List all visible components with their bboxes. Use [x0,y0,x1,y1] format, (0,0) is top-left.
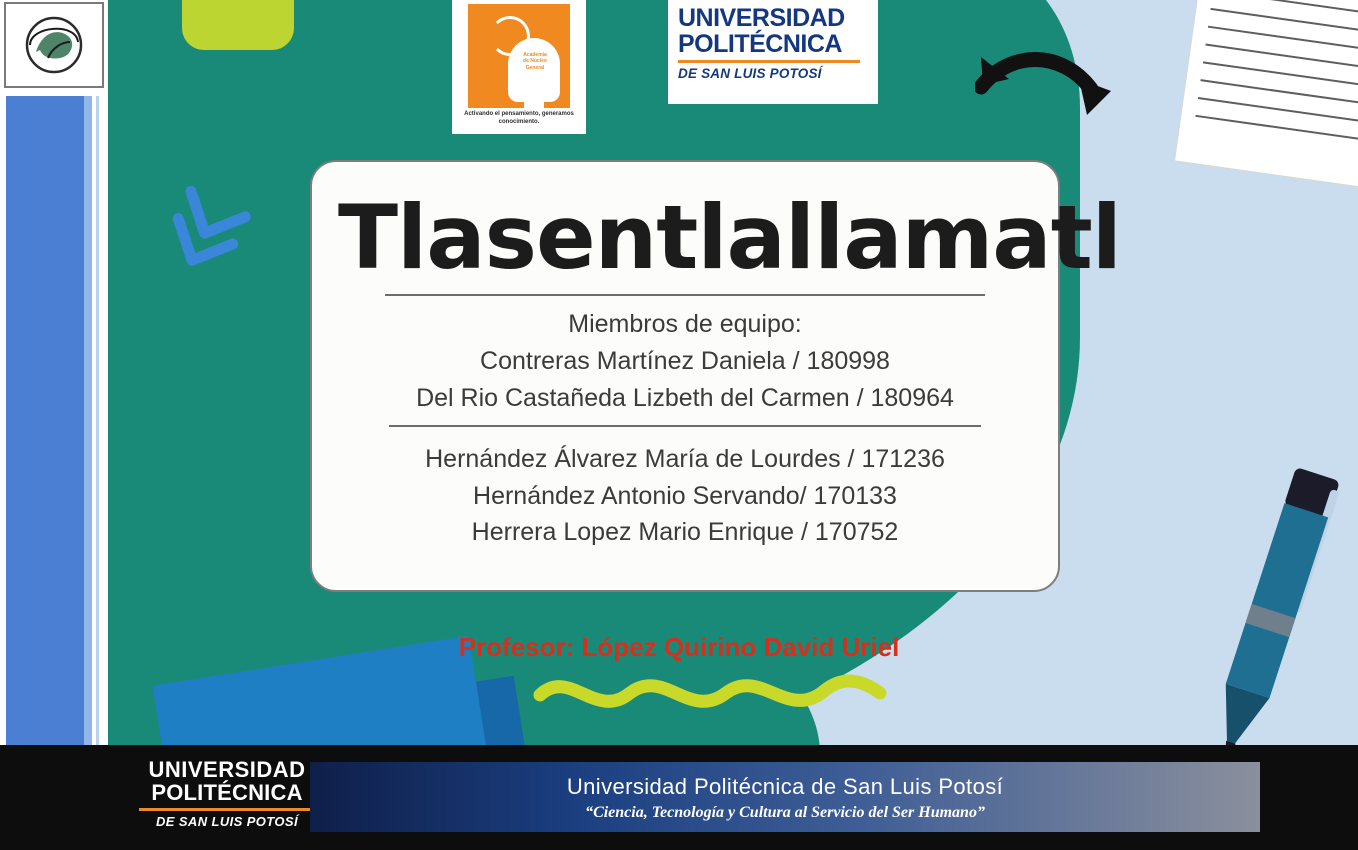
university-logo-line3: DE SAN LUIS POTOSÍ [678,66,822,82]
sticky-note-decoration [182,0,294,50]
university-logo-rule [678,60,860,63]
member-name: Hernández Antonio Servando/ 170133 [473,481,897,510]
member-name: Hernández Álvarez María de Lourdes / 171236 [425,445,945,473]
lined-paper-decoration [1175,0,1358,190]
professor-line: Profesor: López Quirino David Uriel [458,632,900,662]
footer-motto: “Ciencia, Tecnología y Cultura al Servicio del Ser Humano” [585,804,985,821]
footer-logo-line2: POLITÉCNICA [151,780,303,806]
chevron-double-icon [150,175,260,285]
curved-arrow-icon [975,45,1135,155]
pen-decoration [1168,460,1358,790]
academia-logo-vertical-text: Academia de Núcleo General [523,52,547,71]
academia-logo [452,0,586,134]
footer-institution: Universidad Politécnica de San Luis Potosí [566,774,1004,799]
footer-bar [0,745,1358,850]
squiggle-underline-decoration [530,665,890,725]
university-logo [668,0,878,104]
title-card [310,160,1121,592]
corner-seal-logo [4,2,104,88]
footer-logo-rule [139,808,315,811]
lightbulb-base-icon [524,96,544,110]
footer-university-logo [132,759,322,829]
footer-text-band [310,762,1260,832]
footer-logo-line1: UNIVERSIDAD [148,757,306,782]
member-name: Del Rio Castañeda Lizbeth del Carmen / 180964 [416,384,954,412]
members-label: Miembros de equipo: [568,310,802,338]
university-logo-line1: UNIVERSIDAD [678,4,845,32]
academia-logo-caption: Activando el pensamiento, generamos conocimiento. [464,111,574,126]
member-name: Contreras Martínez Daniela / 180998 [480,347,890,375]
title-divider [385,294,985,296]
members-divider [389,425,981,427]
university-logo-line2: POLITÉCNICA [678,30,842,58]
page-title: Tlasentlallamatl [338,186,1121,289]
member-name: Herrera Lopez Mario Enrique / 170752 [471,518,899,546]
footer-logo-line3: DE SAN LUIS POTOSÍ [155,813,299,829]
academia-logo-orange-panel [468,4,570,108]
